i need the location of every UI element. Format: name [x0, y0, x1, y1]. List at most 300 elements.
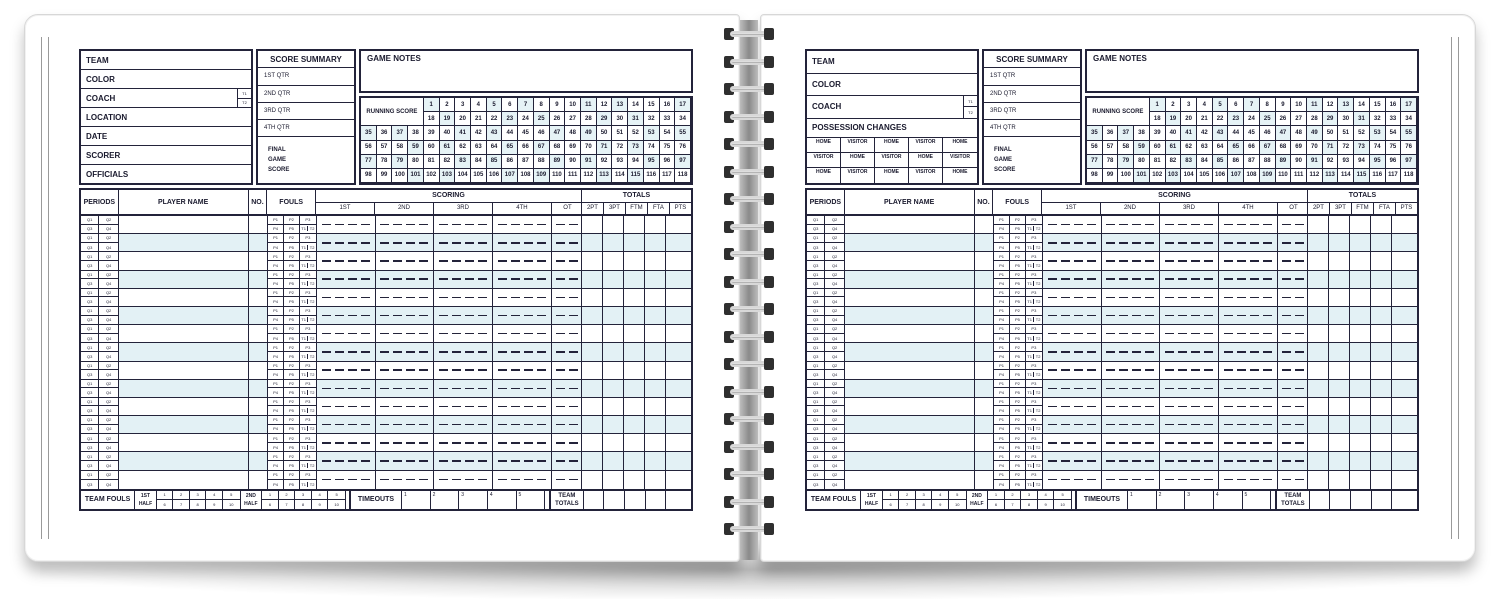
foul-p1[interactable]: P1 [268, 362, 284, 371]
running-score-cell[interactable]: 58 [392, 141, 408, 155]
player-number-field[interactable] [975, 343, 994, 360]
scoring-field-2nd[interactable] [1102, 380, 1161, 397]
total-field-fta[interactable] [1371, 343, 1392, 360]
running-score-cell[interactable]: 11 [581, 98, 597, 112]
total-field-3pt[interactable] [1329, 362, 1350, 379]
foul-p4[interactable]: P4 [268, 406, 284, 415]
running-score-cell[interactable]: 4 [471, 98, 487, 112]
running-score-cell[interactable]: 99 [1103, 169, 1119, 183]
scoring-field-ot[interactable] [1278, 271, 1309, 288]
info-field-coach[interactable] [807, 96, 977, 119]
running-score-cell[interactable]: 40 [1166, 126, 1182, 140]
period-q3[interactable]: Q3 [81, 443, 99, 452]
foul-p1[interactable]: P1 [268, 398, 284, 407]
score-summary-row[interactable]: 3RD QTR [258, 103, 354, 120]
running-score-cell[interactable]: 67 [534, 141, 550, 155]
foul-p5[interactable]: P5 [284, 425, 300, 434]
foul-p5[interactable]: P5 [1010, 225, 1026, 234]
scoring-field-3rd[interactable] [434, 362, 493, 379]
period-q3[interactable]: Q3 [807, 279, 825, 288]
scoring-field-ot[interactable] [1278, 471, 1309, 489]
total-field-3pt[interactable] [603, 452, 624, 469]
period-q1[interactable]: Q1 [81, 416, 99, 425]
running-score-cell[interactable]: 15 [1370, 98, 1386, 112]
total-field-fta[interactable] [645, 271, 666, 288]
scoring-field-4th[interactable] [493, 325, 552, 342]
foul-p2[interactable]: P2 [284, 398, 300, 407]
possession-cell[interactable]: HOME [807, 138, 841, 153]
foul-p4[interactable]: P4 [268, 261, 284, 270]
period-q2[interactable]: Q2 [825, 289, 843, 298]
running-score-cell[interactable]: 35 [361, 126, 377, 140]
team-foul-box[interactable]: 3 [295, 491, 312, 500]
player-number-field[interactable] [249, 234, 268, 251]
team-total-2pt[interactable] [584, 491, 605, 509]
running-score-cell[interactable]: 72 [1338, 141, 1354, 155]
running-score-cell[interactable]: 111 [1291, 169, 1307, 183]
total-field-3pt[interactable] [603, 471, 624, 489]
player-name-field[interactable] [119, 325, 249, 342]
running-score-cell[interactable]: 3 [455, 98, 471, 112]
total-field-fta[interactable] [645, 434, 666, 451]
foul-p3[interactable]: P3 [1026, 343, 1042, 352]
running-score-cell[interactable]: 53 [1370, 126, 1386, 140]
player-number-field[interactable] [975, 307, 994, 324]
running-score-cell[interactable]: 95 [1370, 155, 1386, 169]
running-score-cell[interactable]: 48 [565, 126, 581, 140]
coach-timeout-split[interactable] [963, 96, 977, 118]
running-score-cell[interactable]: 98 [1087, 169, 1103, 183]
running-score-cell[interactable]: 70 [581, 141, 597, 155]
running-score-cell[interactable]: 90 [1291, 155, 1307, 169]
total-field-2pt[interactable] [582, 289, 603, 306]
period-q4[interactable]: Q4 [105, 226, 112, 232]
running-score-cell[interactable]: 21 [471, 112, 487, 126]
scoring-field-3rd[interactable] [1160, 234, 1219, 251]
total-field-ftm[interactable] [624, 434, 645, 451]
foul-p4[interactable]: P4 [994, 461, 1010, 470]
running-score-cell[interactable]: 96 [1386, 155, 1402, 169]
foul-p2[interactable]: P2 [284, 452, 300, 461]
scoring-field-1st[interactable] [317, 325, 376, 342]
scoring-field-1st[interactable] [1043, 252, 1102, 269]
scoring-field-2nd[interactable] [376, 398, 435, 415]
running-score-cell[interactable]: 13 [612, 98, 628, 112]
technical-fouls[interactable] [300, 443, 316, 452]
period-q1[interactable]: Q1 [81, 271, 99, 280]
total-field-ftm[interactable] [1350, 216, 1371, 233]
running-score-cell[interactable]: 55 [675, 126, 691, 140]
running-score-cell[interactable]: 15 [644, 98, 660, 112]
period-q2[interactable]: Q2 [825, 307, 843, 316]
foul-p1[interactable]: P1 [994, 252, 1010, 261]
foul-p5[interactable]: P5 [1010, 388, 1026, 397]
player-number-field[interactable] [249, 343, 268, 360]
scoring-field-ot[interactable] [1278, 289, 1309, 306]
player-number-field[interactable] [975, 362, 994, 379]
running-score-cell[interactable]: 92 [1323, 155, 1339, 169]
total-field-fta[interactable] [1371, 362, 1392, 379]
foul-p2[interactable]: P2 [1010, 343, 1026, 352]
running-score-cell[interactable]: 8 [1260, 98, 1276, 112]
running-score-cell[interactable]: 9 [1276, 98, 1292, 112]
running-score-cell[interactable]: 42 [1197, 126, 1213, 140]
running-score-cell[interactable]: 86 [1228, 155, 1244, 169]
total-field-pts[interactable] [666, 289, 691, 306]
foul-p2[interactable]: P2 [284, 380, 300, 389]
running-score-cell[interactable]: 24 [518, 112, 534, 126]
player-name-field[interactable] [119, 362, 249, 379]
scoring-field-ot[interactable] [552, 471, 583, 489]
foul-p3[interactable]: P3 [300, 434, 316, 443]
player-number-field[interactable] [975, 271, 994, 288]
foul-p3[interactable]: P3 [1026, 416, 1042, 425]
running-score-cell[interactable]: 73 [628, 141, 644, 155]
running-score-cell[interactable]: 50 [1323, 126, 1339, 140]
foul-p4[interactable]: P4 [994, 406, 1010, 415]
period-q3[interactable]: Q3 [807, 334, 825, 343]
running-score-cell[interactable]: 97 [675, 155, 691, 169]
foul-p5[interactable]: P5 [1010, 316, 1026, 325]
total-field-3pt[interactable] [603, 234, 624, 251]
score-summary-row[interactable]: 2ND QTR [258, 86, 354, 103]
foul-p3[interactable]: P3 [1026, 380, 1042, 389]
scoring-field-3rd[interactable] [434, 289, 493, 306]
total-field-fta[interactable] [1371, 434, 1392, 451]
foul-p1[interactable]: P1 [994, 380, 1010, 389]
total-field-3pt[interactable] [603, 325, 624, 342]
coach-timeout-split[interactable] [237, 89, 251, 107]
scoring-field-ot[interactable] [552, 271, 583, 288]
total-field-fta[interactable] [645, 362, 666, 379]
total-field-pts[interactable] [1392, 234, 1417, 251]
foul-p1[interactable]: P1 [268, 380, 284, 389]
foul-p4[interactable]: P4 [994, 243, 1010, 252]
scoring-field-2nd[interactable] [1102, 343, 1161, 360]
foul-p1[interactable]: P1 [994, 307, 1010, 316]
running-score-cell[interactable]: 117 [1386, 169, 1402, 183]
total-field-3pt[interactable] [1329, 216, 1350, 233]
foul-p4[interactable]: P4 [994, 352, 1010, 361]
player-name-field[interactable] [845, 416, 975, 433]
period-q1[interactable]: Q1 [807, 398, 825, 407]
total-field-fta[interactable] [1371, 380, 1392, 397]
total-field-fta[interactable] [1371, 471, 1392, 489]
foul-p1[interactable]: P1 [268, 343, 284, 352]
scoring-field-4th[interactable] [1219, 289, 1278, 306]
running-score-cell[interactable]: 57 [377, 141, 393, 155]
running-score-cell[interactable]: 20 [1181, 112, 1197, 126]
player-name-field[interactable] [119, 452, 249, 469]
running-score-cell[interactable]: 19 [440, 112, 456, 126]
foul-p1[interactable]: P1 [994, 471, 1010, 480]
running-score-cell[interactable]: 61 [1166, 141, 1182, 155]
total-field-2pt[interactable] [1308, 234, 1329, 251]
period-q4[interactable]: Q4 [831, 280, 838, 286]
running-score-cell[interactable]: 40 [440, 126, 456, 140]
technical-fouls[interactable] [300, 225, 316, 234]
period-q1[interactable]: Q1 [807, 362, 825, 371]
period-q3[interactable]: Q3 [81, 316, 99, 325]
total-field-3pt[interactable] [1329, 307, 1350, 324]
period-q4[interactable]: Q4 [831, 244, 838, 250]
running-score-cell[interactable]: 87 [1244, 155, 1260, 169]
technical-fouls[interactable] [1026, 279, 1042, 288]
period-q2[interactable]: Q2 [825, 380, 843, 389]
period-q1[interactable]: Q1 [807, 471, 825, 480]
running-score-cell[interactable]: 105 [1197, 169, 1213, 183]
running-score-cell[interactable]: 105 [471, 169, 487, 183]
running-score-cell[interactable]: 113 [1323, 169, 1339, 183]
total-field-3pt[interactable] [1329, 416, 1350, 433]
running-score-cell[interactable]: 54 [1386, 126, 1402, 140]
running-score-cell[interactable]: 16 [660, 98, 676, 112]
running-score-cell[interactable]: 17 [1401, 98, 1417, 112]
scoring-field-4th[interactable] [493, 343, 552, 360]
info-field-location[interactable] [81, 108, 251, 127]
team-foul-box[interactable]: 8 [295, 500, 312, 509]
scoring-field-1st[interactable] [317, 398, 376, 415]
scoring-field-4th[interactable] [1219, 325, 1278, 342]
total-field-2pt[interactable] [1308, 434, 1329, 451]
foul-p2[interactable]: P2 [1010, 398, 1026, 407]
team-total-fta[interactable] [646, 491, 667, 509]
player-name-field[interactable] [845, 471, 975, 489]
running-score-cell[interactable]: 42 [471, 126, 487, 140]
foul-p1[interactable]: P1 [268, 434, 284, 443]
team-foul-box[interactable]: 5 [949, 491, 966, 500]
scoring-field-3rd[interactable] [1160, 416, 1219, 433]
period-q2[interactable]: Q2 [825, 398, 843, 407]
scoring-field-2nd[interactable] [376, 416, 435, 433]
total-field-fta[interactable] [645, 307, 666, 324]
player-number-field[interactable] [249, 216, 268, 233]
total-field-fta[interactable] [645, 380, 666, 397]
total-field-2pt[interactable] [582, 343, 603, 360]
scoring-field-3rd[interactable] [434, 380, 493, 397]
running-score-cell[interactable]: 58 [1118, 141, 1134, 155]
period-q2[interactable]: Q2 [99, 234, 117, 243]
foul-p2[interactable]: P2 [284, 471, 300, 480]
period-q2[interactable]: Q2 [99, 416, 117, 425]
foul-p2[interactable]: P2 [284, 216, 300, 225]
total-field-3pt[interactable] [603, 216, 624, 233]
foul-p1[interactable]: P1 [268, 271, 284, 280]
running-score-cell[interactable]: 39 [1150, 126, 1166, 140]
running-score-cell[interactable]: 23 [502, 112, 518, 126]
running-score-cell[interactable]: 111 [565, 169, 581, 183]
technical-fouls[interactable] [1026, 406, 1042, 415]
foul-p5[interactable]: P5 [284, 352, 300, 361]
team-foul-box[interactable]: 10 [229, 501, 234, 507]
running-score-cell[interactable]: 38 [408, 126, 424, 140]
total-field-2pt[interactable] [1308, 289, 1329, 306]
scoring-field-2nd[interactable] [376, 234, 435, 251]
scoring-field-4th[interactable] [493, 362, 552, 379]
foul-p5[interactable]: P5 [1010, 243, 1026, 252]
period-q1[interactable]: Q1 [807, 325, 825, 334]
player-name-field[interactable] [119, 216, 249, 233]
player-name-field[interactable] [119, 471, 249, 489]
foul-p1[interactable]: P1 [268, 471, 284, 480]
player-number-field[interactable] [975, 416, 994, 433]
running-score-cell[interactable]: 79 [1118, 155, 1134, 169]
team-foul-box[interactable]: 10 [955, 501, 960, 507]
running-score-cell[interactable]: 28 [581, 112, 597, 126]
scoring-field-3rd[interactable] [1160, 216, 1219, 233]
scoring-field-2nd[interactable] [1102, 289, 1161, 306]
team-foul-box[interactable]: 5 [328, 491, 345, 500]
scoring-field-2nd[interactable] [376, 452, 435, 469]
total-field-fta[interactable] [1371, 234, 1392, 251]
player-name-field[interactable] [119, 289, 249, 306]
foul-p3[interactable]: P3 [1026, 216, 1042, 225]
total-field-fta[interactable] [645, 398, 666, 415]
scoring-field-4th[interactable] [493, 452, 552, 469]
scoring-field-ot[interactable] [1278, 362, 1309, 379]
total-field-fta[interactable] [645, 234, 666, 251]
scoring-field-3rd[interactable] [1160, 325, 1219, 342]
running-score-cell[interactable]: 102 [424, 169, 440, 183]
total-field-ftm[interactable] [1350, 380, 1371, 397]
foul-p2[interactable]: P2 [284, 252, 300, 261]
total-field-pts[interactable] [1392, 398, 1417, 415]
foul-p5[interactable]: P5 [284, 406, 300, 415]
running-score-cell[interactable]: 7 [518, 98, 534, 112]
running-score-cell[interactable]: 45 [518, 126, 534, 140]
foul-p1[interactable]: P1 [268, 252, 284, 261]
total-field-pts[interactable] [666, 380, 691, 397]
team-foul-box[interactable]: 6 [157, 500, 174, 509]
scoring-field-2nd[interactable] [376, 252, 435, 269]
running-score-cell[interactable]: 49 [581, 126, 597, 140]
technical-fouls[interactable] [300, 316, 316, 325]
player-number-field[interactable] [975, 289, 994, 306]
foul-p5[interactable]: P5 [1010, 443, 1026, 452]
team-foul-box[interactable]: 8 [1021, 500, 1038, 509]
technical-fouls[interactable] [300, 370, 316, 379]
running-score-cell[interactable]: 62 [455, 141, 471, 155]
possession-cell[interactable]: HOME [909, 153, 943, 168]
foul-p1[interactable]: P1 [994, 362, 1010, 371]
total-field-pts[interactable] [1392, 362, 1417, 379]
timeout-box[interactable]: 4 [1214, 491, 1243, 509]
foul-p3[interactable]: P3 [1026, 434, 1042, 443]
scoring-field-ot[interactable] [552, 216, 583, 233]
scoring-field-3rd[interactable] [1160, 307, 1219, 324]
player-number-field[interactable] [975, 380, 994, 397]
total-field-pts[interactable] [1392, 380, 1417, 397]
running-score-cell[interactable]: 18 [424, 112, 440, 126]
total-field-ftm[interactable] [1350, 325, 1371, 342]
running-score-cell[interactable]: 63 [1197, 141, 1213, 155]
total-field-pts[interactable] [1392, 271, 1417, 288]
player-number-field[interactable] [249, 380, 268, 397]
running-score-cell[interactable]: 26 [1276, 112, 1292, 126]
foul-p3[interactable]: P3 [300, 325, 316, 334]
player-number-field[interactable] [249, 452, 268, 469]
final-game-score[interactable] [258, 137, 354, 183]
scoring-field-4th[interactable] [493, 471, 552, 489]
total-field-2pt[interactable] [1308, 271, 1329, 288]
total-field-2pt[interactable] [582, 234, 603, 251]
running-score-cell[interactable]: 12 [1323, 98, 1339, 112]
total-field-pts[interactable] [666, 398, 691, 415]
timeout-box[interactable]: 5 [1243, 491, 1272, 509]
player-name-field[interactable] [845, 307, 975, 324]
period-q4[interactable]: Q4 [105, 262, 112, 268]
running-score-cell[interactable]: 31 [1354, 112, 1370, 126]
running-score-cell[interactable]: 49 [1307, 126, 1323, 140]
running-score-cell[interactable]: 69 [565, 141, 581, 155]
total-field-ftm[interactable] [624, 216, 645, 233]
running-score-cell[interactable]: 11 [1307, 98, 1323, 112]
running-score-cell[interactable]: 1 [1150, 98, 1166, 112]
timeout-box[interactable]: 1 [1128, 491, 1157, 509]
running-score-cell[interactable]: 27 [1291, 112, 1307, 126]
period-q4[interactable]: Q4 [105, 481, 112, 487]
player-name-field[interactable] [845, 289, 975, 306]
running-score-cell[interactable]: 66 [1244, 141, 1260, 155]
running-score-cell[interactable]: 114 [612, 169, 628, 183]
period-q3[interactable]: Q3 [807, 297, 825, 306]
scoring-field-ot[interactable] [1278, 252, 1309, 269]
running-score-cell[interactable]: 14 [1354, 98, 1370, 112]
team-foul-box[interactable]: 9 [932, 500, 949, 509]
player-name-field[interactable] [119, 434, 249, 451]
team-foul-box[interactable]: 2 [1005, 491, 1022, 500]
period-q4[interactable]: Q4 [831, 390, 838, 396]
total-field-3pt[interactable] [603, 398, 624, 415]
technical-fouls[interactable] [1026, 334, 1042, 343]
running-score-cell[interactable]: 71 [1323, 141, 1339, 155]
scoring-field-2nd[interactable] [1102, 307, 1161, 324]
foul-p5[interactable]: P5 [1010, 352, 1026, 361]
total-field-3pt[interactable] [603, 289, 624, 306]
total-field-ftm[interactable] [624, 398, 645, 415]
running-score-cell[interactable]: 83 [455, 155, 471, 169]
scoring-field-ot[interactable] [1278, 234, 1309, 251]
period-q4[interactable]: Q4 [105, 299, 112, 305]
running-score-cell[interactable]: 91 [1307, 155, 1323, 169]
total-field-2pt[interactable] [582, 216, 603, 233]
running-score-cell[interactable]: 21 [1197, 112, 1213, 126]
running-score-cell[interactable]: 76 [675, 141, 691, 155]
foul-p1[interactable]: P1 [994, 452, 1010, 461]
foul-p1[interactable]: P1 [994, 434, 1010, 443]
running-score-cell[interactable]: 97 [1401, 155, 1417, 169]
foul-p5[interactable]: P5 [284, 388, 300, 397]
foul-p3[interactable]: P3 [300, 398, 316, 407]
running-score-cell[interactable]: 82 [1166, 155, 1182, 169]
team-foul-box[interactable]: 6 [988, 500, 1005, 509]
info-field-officials[interactable] [81, 165, 251, 183]
foul-p3[interactable]: P3 [300, 362, 316, 371]
running-score-cell[interactable]: 46 [534, 126, 550, 140]
running-score-cell[interactable]: 43 [1213, 126, 1229, 140]
score-summary-row[interactable]: 2ND QTR [984, 86, 1080, 103]
scoring-field-ot[interactable] [1278, 325, 1309, 342]
total-field-3pt[interactable] [1329, 380, 1350, 397]
scoring-field-4th[interactable] [1219, 398, 1278, 415]
total-field-pts[interactable] [1392, 471, 1417, 489]
running-score-cell[interactable]: 106 [487, 169, 503, 183]
running-score-cell[interactable]: 92 [597, 155, 613, 169]
scoring-field-ot[interactable] [552, 307, 583, 324]
running-score-cell[interactable]: 18 [1150, 112, 1166, 126]
foul-p4[interactable]: P4 [268, 443, 284, 452]
running-score-cell[interactable]: 117 [660, 169, 676, 183]
